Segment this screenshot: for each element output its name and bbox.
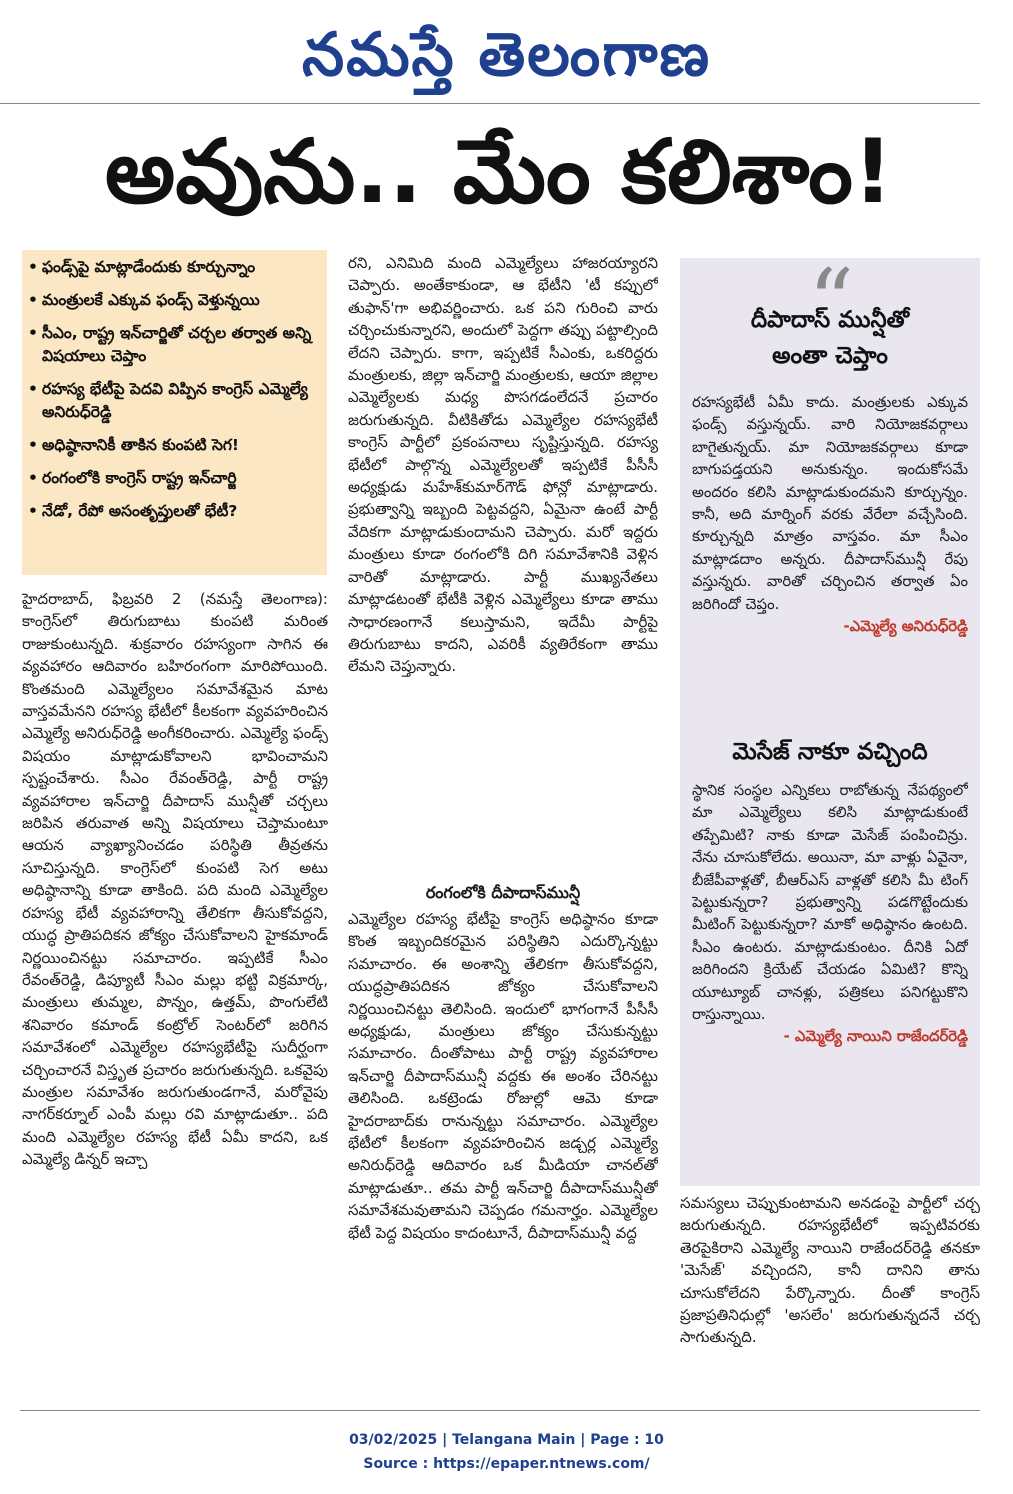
highlight-item: • సీఎం, రాష్ట్ర ఇన్‌చార్జితో చర్చల తర్వాత అన్ని విషయాలు చెప్తాం — [28, 324, 312, 365]
highlights-box — [22, 250, 327, 575]
article-text: ఎమ్మెల్యేల రహస్య భేటీపై కాంగ్రెస్ అధిష్ఠానం కూడా కొంత ఇబ్బందికరమైన పరిస్థితిని ఎదుర్కొన్నట్టు సమాచారం. ఈ అంశాన్ని తేలికగా తీసుకోవద్దని, యుద్ధప్రాతిపదికన జోక్యం చేసుకోవాలని నిర్ణయించినట్టు తెలిసింది. ఇందులో భాగంగానే పీసీసీ అధ్యక్షుడు, మంత్రులు జోక్యం చేసుకున్నట్టు సమాచారం. దీంతోపాటు పార్టీ రాష్ట్ర వ్యవహారాల ఇన్‌చార్జి దీపాదాస్‌మున్షీ వద్దకు ఈ అంశం చేరినట్టు తెలిసింది. ఒకట్రెండు రోజుల్లో ఆమె కూడా హైదరాబాద్‌కు రానున్నట్టు సమాచారం. ఎమ్మెల్యేల భేటీలో కీలకంగా వ్యవహరించిన జడ్చర్ల ఎమ్మెల్యే అనిరుధ్‌రెడ్డి ఆదివారం ఒక మీడియా చానల్‌తో మాట్లాడుతూ.. తమ పార్టీ ఇన్‌చార్జి దీపాదాస్‌మున్షీతో సమావేశమవుతామని చెప్పడం గమనార్హం. ఎమ్మెల్యేల భేటీ పెద్ద విషయం కాదంటూనే, దీపాదాస్‌మున్షీ వద్ద — [348, 910, 658, 1242]
signature: -ఎమ్మెల్యే అనిరుధ్‌రెడ్డి — [843, 618, 968, 636]
highlight-item: • రహస్య భేటీపై పెదవి విప్పిన కాంగ్రెస్ ఎమ్మెల్యే అనిరుధ్‌రెడ్డి — [28, 380, 308, 421]
article-text: సమస్యలు చెప్పుకుంటామని అనడంపై పార్టీలో చర్చ జరుగుతున్నది. రహస్యభేటీలో ఇప్పటివరకు తెరపైకిరాని ఎమ్మెల్యే నాయిని రాజేందర్‌రెడ్డి తనకూ 'మెసేజ్' వచ్చిందని, కానీ దానిని తాను చూసుకోలేదని పేర్కొన్నారు. దీంతో కాంగ్రెస్ ప్రజాప్రతినిధుల్లో 'అసలేం' జరుగుతున్నదనే చర్చ సాగుతున్నది. — [680, 1194, 980, 1347]
highlight-item: • ఫండ్స్‌పై మాట్లాడేందుకు కూర్చున్నాం — [28, 258, 256, 276]
quote-sidebox — [680, 250, 980, 1186]
footer-source: Source : https://epaper.ntnews.com/ — [363, 1456, 650, 1472]
article-column-2b — [348, 908, 658, 1398]
bottom-rule — [20, 1410, 980, 1411]
highlight-item: • నేడో, రేపో అసంతృప్తులతో భేటీ? — [28, 502, 238, 520]
highlight-item: • రంగంలోకి కాంగ్రెస్ రాష్ట్ర ఇన్‌చార్జి — [28, 469, 237, 487]
article-text: హైదరాబాద్, ఫిబ్రవరి 2 (నమస్తే తెలంగాణ): కాంగ్రెస్‌లో తిరుగుబాటు కుంపటి మరింత రాజుకుంటున్నది. శుక్రవారం రహస్యంగా సాగిన ఈ వ్యవహారం ఆదివారం బహిరంగంగా మారిపోయింది. కొంతమంది ఎమ్మెల్యేలం సమావేశమైన మాట వాస్తవమేనని రహస్య భేటీలో కీలకంగా వ్యవహరించిన ఎమ్మెల్యే అనిరుధ్‌రెడ్డి అంగీకరించారు. ఎమ్మెల్యే ఫండ్స్ విషయం మాట్లాడుకోవాలని భావించామని స్పష్టంచేశారు. సీఎం రేవంత్‌రెడ్డి, పార్టీ రాష్ట్ర వ్యవహారాల ఇన్‌చార్జి దీపాదాస్ మున్షీతో చర్చలు జరిపిన తరువాత అన్ని విషయాలు చెప్తామంటూ ఆయన వ్యాఖ్యానించడం పరిస్థితి తీవ్రతను సూచిస్తున్నది. కాంగ్రెస్‌లో కుంపటి సెగ అటు అధిష్ఠానాన్ని కూడా తాకింది. పది మంది ఎమ్మెల్యేల రహస్య భేటీ వ్యవహారాన్ని తేలికగా తీసుకోవద్దని, యుద్ధ ప్రాతిపదికన జోక్యం చేసుకోవాలని హైకమాండ్ నిర్ణయించినట్టు సమాచారం. ఇప్పటికే సీఎం రేవంత్‌రెడ్డి, డిప్యూటీ సీఎం మల్లు భట్టి విక్రమార్క, మంత్రులు తుమ్మల, పొన్నం, ఉత్తమ్, పొంగులేటి శనివారం కమాండ్ కంట్రోల్ సెంటర్‌లో జరిగిన సమావేశంలో ఎమ్మెల్యేల రహస్యభేటీపై సుదీర్ఘంగా చర్చించారనే విస్తృత ప్రచారం జరుగుతున్నది. ఒకవైపు మంత్రుల సమావేశం జరుగుతుండగానే, మరోవైపు నాగర్‌కర్నూల్ ఎంపీ మల్లు రవి మాట్లాడుతూ.. పది మంది ఎమ్మెల్యేల రహస్య భేటీ ఏమీ కాదని, ఒక ఎమ్మెల్యే డిన్నర్ ఇచ్చా — [22, 590, 328, 1169]
signature: - ఎమ్మెల్యే నాయిని రాజేందర్‌రెడ్డి — [783, 1028, 968, 1046]
sidebox-text-2: స్థానిక సంస్థల ఎన్నికలు రాబోతున్న నేపథ్యంలో మా ఎమ్మెల్యేలు కలిసి మాట్లాడుకుంటే తప్పేమిటి? నాకు కూడా మెసేజ్ పంపించిన్రు. నేను చూసుకోలేదు. అయినా, మా వాళ్లు ఏవైనా, బీజేపీవాళ్లతో, బీఆర్‌ఎస్ వాళ్లతో కలిసి మీ టింగ్ పెట్టుకున్నరా? ప్రభుత్వాన్ని పడగొట్టేందుకు మీటింగ్ పెట్టుకున్నరా? మాకో అధిష్ఠానం ఉంటది. సీఎం ఉంటరు. మాట్లాడుకుంటం. దీనికి ఏదో జరిగిందని క్రియేట్ చేయడం ఏమిటి? కొన్ని యూట్యూబ్ చానళ్లు, పత్రికలు పనిగట్టుకొని రాస్తున్నాయి. - ఎమ్మెల్యే నాయిని రాజేందర్‌రెడ్డి — [692, 780, 968, 1180]
article-column-1 — [22, 588, 328, 1398]
top-rule — [0, 103, 980, 104]
newspaper-title: నమస్తే తెలంగాణ — [301, 20, 712, 90]
sidebox-heading-1: దీపాదాస్ మున్షీతో అంతా చెప్తాం — [750, 307, 910, 369]
footer-date-page: 03/02/2025 | Telangana Main | Page : 10 — [349, 1432, 664, 1448]
subheading: రంగంలోకి దీపాదాస్‌మున్షీ — [425, 883, 581, 902]
masthead — [0, 8, 1013, 103]
article-column-3 — [680, 1192, 980, 1392]
highlight-item: • మంత్రులకే ఎక్కువ ఫండ్స్ వెళ్తున్నయి — [28, 291, 260, 309]
article-column-2 — [348, 252, 658, 872]
sidebox-heading-2: మెసేజ్ నాకూ వచ్చింది — [732, 739, 928, 765]
article-text: రని, ఎనిమిది మంది ఎమ్మెల్యేలు హాజరయ్యారని చెప్పారు. అంతేకాకుండా, ఆ భేటీని 'టీ కప్పులో తుఫాన్'గా అభివర్ణించారు. ఒక పని గురించి వారు చర్చించుకున్నారని, అందులో పెద్దగా తప్పు పట్టాల్సింది లేదని చెప్పారు. కాగా, ఇప్పటికే సీఎంకు, ఒకరిద్దరు మంత్రులకు, జిల్లా ఇన్‌చార్జి మంత్రులకు, ఆయా జిల్లాల ఎమ్మెల్యేలకు మధ్య పొసగడంలేదనే ప్రచారం జరుగుతున్నది. వీటికితోడు ఎమ్మెల్యేల రహస్యభేటీ కాంగ్రెస్ పార్టీలో ప్రకంపనాలు సృష్టిస్తున్నది. రహస్య భేటీలో పాల్గొన్న ఎమ్మెల్యేలతో ఇప్పటికే పీసీసీ అధ్యక్షుడు మహేశ్‌కుమార్‌గౌడ్ ఫోన్లో మాట్లాడారు. ప్రభుత్వాన్ని ఇబ్బంది పెట్టవద్దని, ఏమైనా ఉంటే పార్టీ వేదికగా మాట్లాడుకుందామని చెప్పారు. మరో ఇద్దరు మంత్రులు కూడా రంగంలోకి దిగి సమావేశానికి వెళ్లిన వారితో మాట్లాడారు. పార్టీ ముఖ్యనేతలు మాట్లాడటంతో భేటీకి వెళ్లిన ఎమ్మెల్యేలు కూడా తాము సాధారణంగానే కలుస్తామని, ఇదేమీ పార్టీపై తిరుగుబాటు కాదని, ఎవరికీ వ్యతిరేకంగా తాము లేమని చెప్తున్నారు. — [348, 254, 658, 676]
headline: అవును.. మేం కలిశాం! — [104, 120, 894, 223]
highlight-item: • అధిష్ఠానానికీ తాకిన కుంపటి సెగ! — [28, 436, 239, 454]
quote-icon: “ — [807, 250, 854, 355]
sidebox-text-1: రహస్యభేటీ ఏమీ కాదు. మంత్రులకు ఎక్కువ ఫండ్స్ వస్తున్నయ్. వారి నియోజకవర్గాలు బాగైతున్నయ్. మా నియోజకవర్గాలు కూడా బాగుపడ్తయని అనుకున్నం. ఇందుకోసమే అందరం కలిసి మాట్లాడుకుందమని కూర్చున్నం. కానీ, అది మార్నింగ్ వరకు వేరేలా వచ్చేసింది. కూర్చున్నది మాత్రం వాస్తవం. మా సీఎం మాట్లాడదాం అన్నరు. దీపాదాస్‌మున్షీ రేపు వస్తున్నరు. వారితో చర్చించిన తర్వాత ఏం జరిగిందో చెప్తం. -ఎమ్మెల్యే అనిరుధ్‌రెడ్డి — [692, 392, 968, 712]
